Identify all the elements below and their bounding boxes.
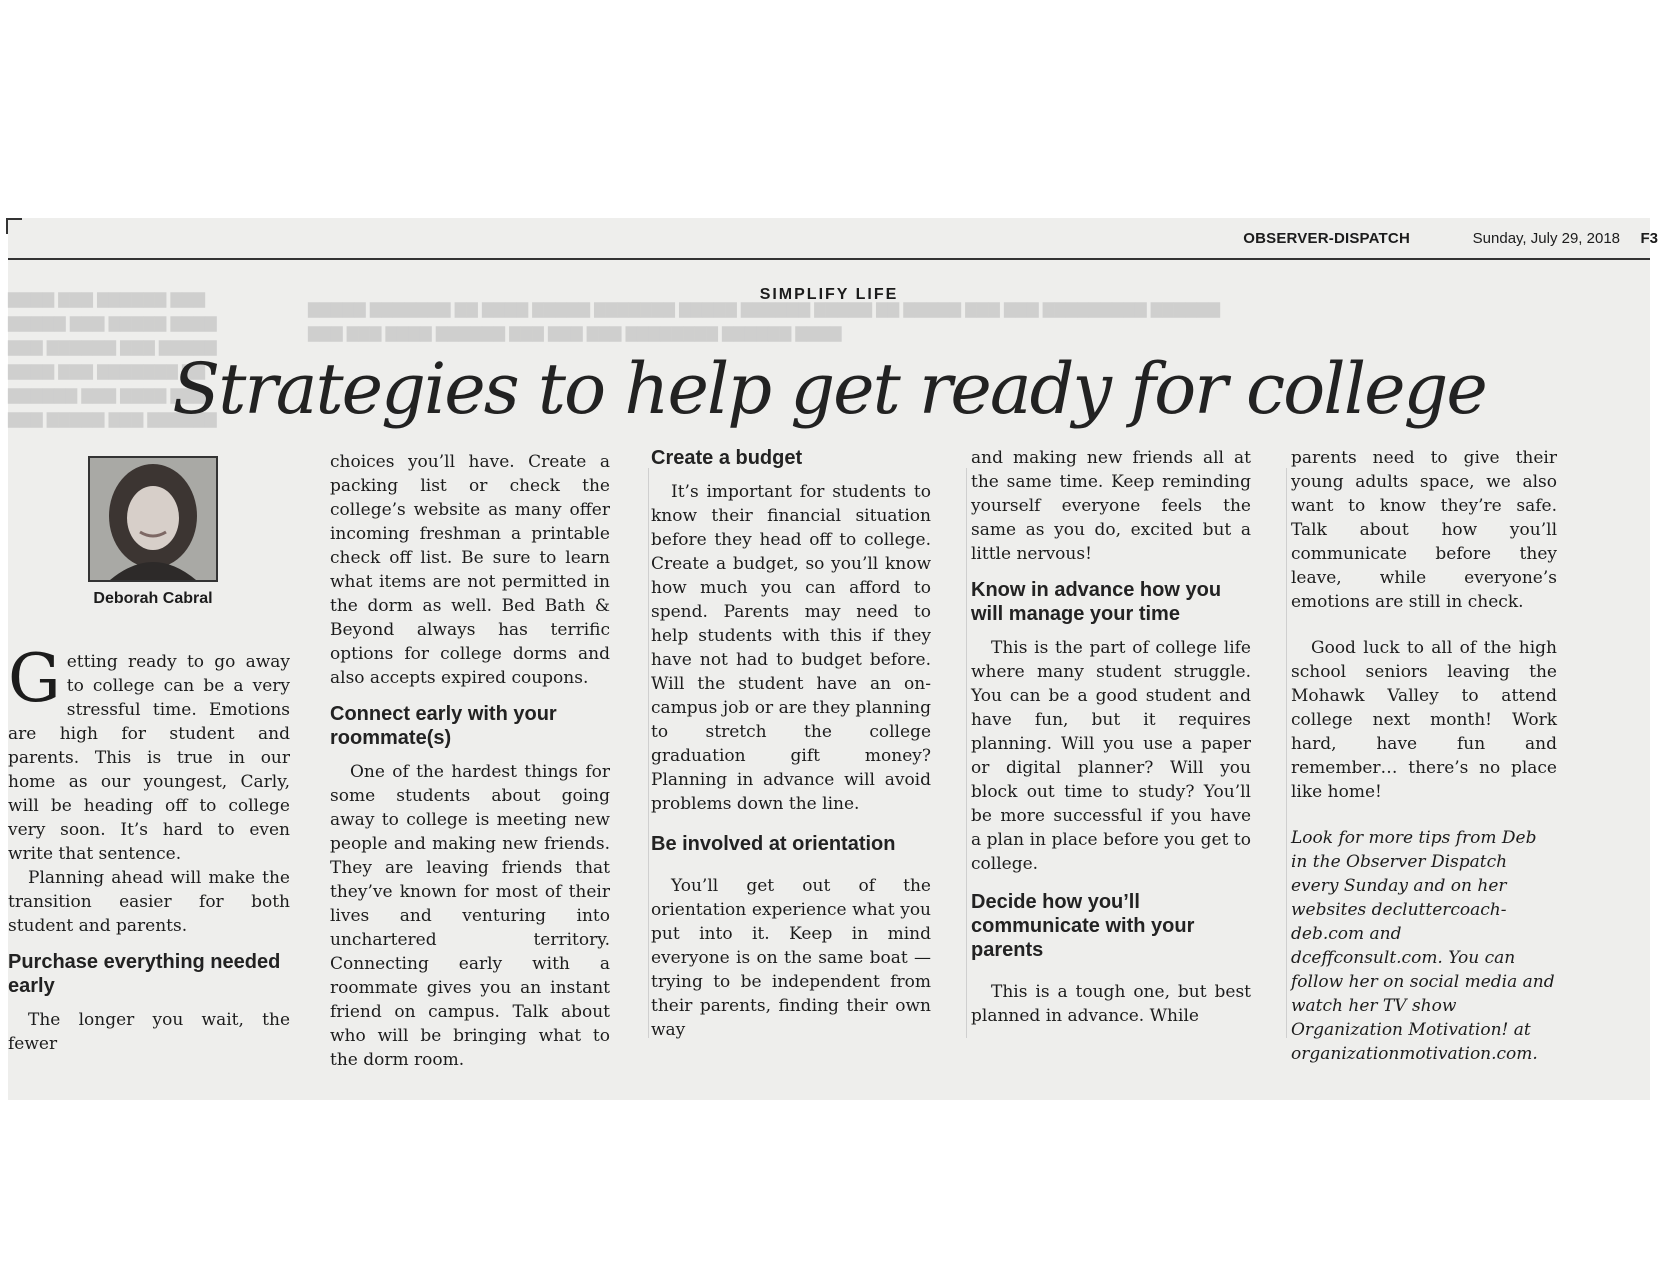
article-column-5 [1291, 446, 1557, 1066]
page-number: F3 [1640, 230, 1658, 247]
issue-date: Sunday, July 29, 2018 [1472, 230, 1620, 247]
subhead-purchase: Purchase everything needed early [8, 951, 281, 997]
crop-mark [6, 218, 22, 234]
paragraph: The longer you wait, the fewer [8, 1010, 290, 1054]
paragraph: It’s important for students to know their financial situation before they head off to college. Create a budget, so you’ll know how much you can afford to spend. Parents may need to help students with this if they have not had to budget before. Will the student have an on-campus job or are they planning to stretch the college graduation gift money? Planning in advance will avoid problems down the line. [651, 482, 931, 814]
subhead-time: Know in advance how you will manage your time [971, 579, 1222, 625]
author-portrait-icon [90, 458, 216, 580]
paragraph: and making new friends all at the same time. Keep reminding yourself everyone feels the same as you do, excited but a little nervous! [971, 448, 1251, 564]
article-column-1 [8, 640, 290, 1056]
article-column-3 [651, 446, 931, 1042]
paragraph: This is a tough one, but best planned in advance. While [971, 982, 1251, 1026]
column-rule [648, 468, 649, 1038]
column-rule [966, 468, 967, 1038]
author-note: Look for more tips from Deb in the Observer Dispatch every Sunday and on her websites decluttercoachdeb.com and dceffconsult.com. You can follow her on social media and watch her TV show Organization Motivation! at organizationmotivation.com. [1291, 828, 1555, 1064]
lead-text: etting ready to go away to college can be a very stressful time. Emotions are high for student and parents. This is true in our home as our youngest, Carly, will be heading off to college very soon. It’s hard to even write that sentence. [8, 652, 290, 864]
paragraph: Good luck to all of the high school seniors leaving the Mohawk Valley to attend college next month! Work hard, have fun and remember… there’s no place like home! [1291, 638, 1557, 802]
author-photo [88, 456, 218, 582]
newspaper-clipping [8, 218, 1658, 1100]
column-rule [1286, 468, 1287, 1038]
subhead-connect: Connect early with your roommate(s) [330, 703, 557, 749]
paragraph: This is the part of college life where many student struggle. You can be a good student and have fun, but it requires planning. Will you use a paper or digital planner? Will you block out time to study? You’ll be more successful if you have a plan in place before you get to college. [971, 638, 1251, 874]
drop-cap: G [8, 640, 61, 717]
paragraph: Planning ahead will make the transition easier for both student and parents. [8, 868, 290, 936]
publication-name: OBSERVER-DISPATCH [1243, 230, 1410, 247]
paragraph: parents need to give their young adults space, we also want to know they’re safe. Talk about how you’ll communicate before they leave, while everyone’s emotions are still in check. [1291, 448, 1557, 612]
masthead [8, 218, 1658, 260]
paragraph: One of the hardest things for some students about going away to college is meeting new people and making new friends. They are leaving friends that they’ve known for most of their lives and venturing into unchartered territory. Connecting early with a roommate gives you an instant friend on campus. Talk about who will be bringing what to the dorm room. [330, 762, 610, 1070]
paragraph: You’ll get out of the orientation experience what you put into it. Keep in mind everyone is on the same boat — trying to be independent from their parents, finding their own way [651, 876, 931, 1040]
byline: Deborah Cabral [93, 590, 213, 607]
article-column-4 [971, 446, 1251, 1028]
section-label: SIMPLIFY LIFE [759, 286, 899, 303]
subhead-budget: Create a budget [651, 447, 803, 469]
bleed-through-center: ▇▇▇▇▇ ▇▇▇▇▇▇▇ ▇▇ ▇▇▇▇ ▇▇▇▇▇ ▇▇▇▇▇▇▇ ▇▇▇▇▇ ▇▇▇▇▇▇ ▇▇▇▇▇ ▇▇ ▇▇▇▇▇ ▇▇▇ ▇▇▇ ▇▇▇▇▇▇▇▇▇ ▇▇▇▇▇▇ ▇▇▇ ▇▇▇ ▇▇▇▇ ▇▇▇▇▇▇ ▇▇▇ ▇▇▇ ▇▇▇ ▇▇▇▇▇▇▇▇ ▇▇▇▇▇▇ ▇▇▇▇ [308, 301, 1220, 342]
article-column-2 [330, 450, 610, 1072]
bleed-through-left: ▇▇▇▇ ▇▇▇ ▇▇▇▇▇▇ ▇▇▇ ▇▇▇▇▇ ▇▇▇ ▇▇▇▇▇ ▇▇▇▇ ▇▇▇ ▇▇▇▇▇▇ ▇▇▇ ▇▇▇▇▇ ▇▇▇▇ ▇▇▇ ▇▇▇▇▇▇▇ ▇▇ ▇▇▇▇▇▇ ▇▇▇ ▇▇▇▇ ▇▇▇ ▇▇▇ ▇▇▇▇▇ ▇▇▇ ▇▇▇▇▇▇ [8, 291, 217, 428]
lead-paragraph [8, 640, 290, 866]
subhead-orientation: Be involved at orientation [651, 833, 896, 855]
subhead-parents: Decide how you’ll communicate with your parents [971, 891, 1195, 961]
headline: Strategies to help get ready for college [172, 348, 1486, 430]
paragraph: choices you’ll have. Create a packing list or check the college’s website as many offer incoming freshman a printable check off list. Be sure to learn what items are not permitted in the dorm as well. Bed Bath & Beyond always has terrific options for college dorms and also accepts expired coupons. [330, 452, 610, 688]
